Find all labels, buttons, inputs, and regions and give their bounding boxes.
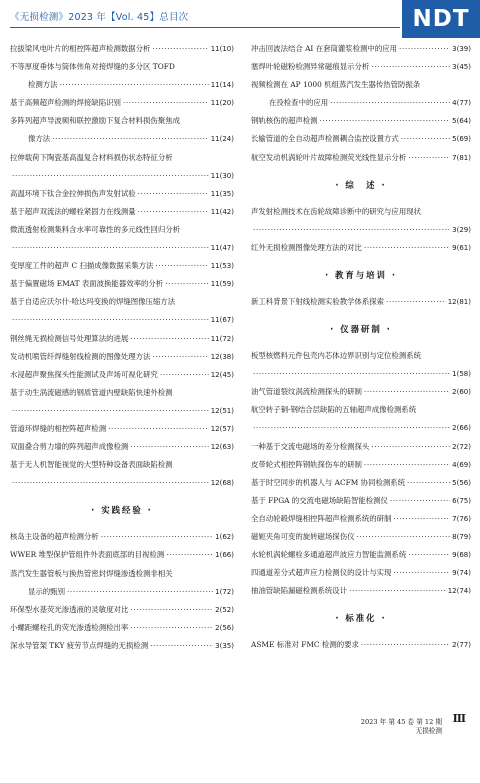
footer-journal: 无损检测 [415, 727, 442, 735]
entry-title: 深水导管架 TKY 疲劳节点焊缝的无损检测 [10, 640, 149, 650]
entry-title: 小螺距螺栓孔的荧光渗透检测检出率 [10, 622, 129, 632]
toc-entry[interactable] [251, 383, 471, 401]
entry-title: 全自动轮毂焊缝相控阵超声检测系统的研制 [251, 513, 392, 523]
leader-dots [101, 528, 213, 546]
leader-dots [364, 456, 450, 474]
toc-entry[interactable] [10, 384, 234, 420]
entry-page: 5(64) [452, 117, 471, 126]
leader-dots [408, 546, 450, 564]
entry-page: 7(81) [452, 153, 471, 162]
entry-page: 11(67) [210, 316, 234, 325]
toc-entry[interactable] [251, 528, 471, 546]
entry-title: 视频检测在 AP 1000 机组蒸汽发生器传热管防振条 [251, 80, 421, 90]
toc-entry[interactable] [10, 330, 234, 348]
entry-title: 检测方法 [28, 80, 58, 90]
toc-entry[interactable] [251, 564, 471, 582]
toc-entry[interactable] [10, 456, 234, 492]
left-column [10, 40, 234, 655]
toc-entry[interactable] [10, 438, 234, 456]
entry-page: 2(52) [215, 605, 234, 614]
leader-dots [130, 330, 208, 348]
entry-title: 微流透射检测集料含水率可靠性的多元线性回归分析 [10, 224, 180, 234]
entry-title: 水轮机涡轮螺栓多通道超声波应力智能监测系统 [251, 550, 407, 560]
leader-dots [364, 239, 450, 257]
section-heading: · 综 述 · [335, 179, 387, 190]
entry-title: 基于偏置磁场 EMAT 表面波换能器效率的分析 [10, 279, 164, 289]
entry-page: 12(57) [210, 424, 234, 433]
entry-page: 11(59) [210, 280, 234, 289]
entry-page: 11(47) [210, 244, 234, 253]
leader-dots [386, 293, 446, 311]
entry-page: 2(60) [452, 388, 471, 397]
toc-entry[interactable] [10, 546, 234, 564]
toc-entry[interactable] [10, 275, 234, 293]
toc-entry[interactable] [251, 239, 471, 257]
entry-page: 5(69) [452, 135, 471, 144]
section-heading: · 仪器研制 · [330, 324, 392, 335]
entry-title: 像方法 [28, 134, 51, 144]
leader-dots [364, 383, 450, 401]
entry-page: 12(81) [447, 297, 471, 306]
entry-page: 8(79) [452, 532, 471, 541]
entry-title: 拉拔梁风电叶片的相控阵超声检测数据分析 [10, 44, 151, 53]
entry-page: 3(45) [452, 63, 471, 72]
leader-dots [12, 474, 209, 492]
leader-dots [407, 474, 450, 492]
leader-dots [12, 402, 209, 420]
leader-dots [253, 365, 450, 383]
toc-entry[interactable] [251, 401, 471, 437]
leader-dots [155, 257, 208, 275]
toc-entry[interactable] [10, 619, 234, 637]
entry-page: 2(56) [215, 623, 234, 632]
entry-page: 9(74) [452, 569, 471, 578]
entry-title: 声发射检测技术在齿轮故障诊断中的研究与应用现状 [251, 206, 421, 216]
toc-entry[interactable] [10, 58, 234, 94]
leader-dots [361, 636, 450, 654]
entry-page: 12(38) [210, 352, 234, 361]
entry-page: 4(69) [452, 460, 471, 469]
entry-title: 板型核燃料元件包壳内芯体边界识别与定位检测系统 [251, 351, 421, 361]
entry-page: 11(24) [210, 135, 234, 144]
entry-page: 12(63) [210, 443, 234, 452]
leader-dots [253, 221, 450, 239]
toc-entry[interactable] [251, 636, 471, 654]
header-rule [10, 27, 400, 28]
toc-entry[interactable] [251, 510, 471, 528]
toc-entry[interactable] [10, 366, 234, 384]
entry-page: 11(10) [210, 45, 234, 53]
journal-logo: NDT [402, 0, 480, 38]
entry-page: 3(39) [452, 45, 471, 53]
toc-entry[interactable] [10, 185, 234, 203]
leader-dots [123, 94, 209, 112]
leader-dots [253, 419, 450, 437]
leader-dots [330, 94, 450, 112]
entry-title: 基于时空同步的机器人与 ACFM 协同检测系统 [251, 477, 406, 487]
toc-entry[interactable] [251, 456, 471, 474]
entry-page: 12(74) [447, 587, 471, 596]
leader-dots [399, 40, 450, 58]
page-number-roman: Ⅲ [452, 712, 466, 725]
toc-entry[interactable] [251, 474, 471, 492]
page-header [0, 0, 480, 40]
entry-page: 5(56) [452, 478, 471, 487]
toc-entry[interactable] [10, 112, 234, 148]
leader-dots [401, 130, 450, 148]
entry-title: 高温环境下钛合金拉伸损伤声发射试验 [10, 188, 136, 198]
toc-entry[interactable] [10, 420, 234, 438]
entry-page: 9(61) [452, 243, 471, 252]
entry-title: ASME 标准对 FMC 检测的要求 [251, 640, 359, 650]
leader-dots [371, 438, 450, 456]
toc-entry[interactable] [10, 203, 234, 221]
entry-title: 双面叠合剪力墙的阵列超声成像检测 [10, 442, 129, 452]
leader-dots [166, 546, 213, 564]
toc-entry[interactable] [10, 40, 234, 58]
entry-page: 11(42) [210, 207, 234, 216]
section-heading: · 教育与培训 · [324, 269, 398, 280]
toc-entry[interactable] [10, 637, 234, 655]
entry-page: 12(68) [210, 479, 234, 488]
entry-title: 冲击回波法结合 AI 在套筒灌浆检测中的应用 [251, 44, 397, 53]
leader-dots [138, 203, 209, 221]
leader-dots [52, 130, 209, 148]
entry-page: 3(29) [452, 225, 471, 234]
entry-page: 9(68) [452, 551, 471, 560]
section-heading: · 实践经验 · [91, 505, 153, 516]
toc-entry[interactable] [10, 293, 234, 329]
toc-entry[interactable] [10, 528, 234, 546]
toc-entry[interactable] [251, 58, 471, 76]
entry-page: 11(53) [210, 262, 234, 271]
leader-dots [130, 619, 213, 637]
toc-entry[interactable] [10, 221, 234, 257]
section-heading: · 标准化 · [335, 613, 387, 624]
entry-title: 一种基于交流电磁场的差分检测探头 [251, 441, 370, 451]
entry-title: 核岛主设备的超声检测分析 [10, 532, 99, 542]
entry-title: 航空转子铜-钢结合层缺陷的五轴超声成像检测系统 [251, 405, 417, 415]
footer-issue: 2023 年 第 45 卷 第 12 期 [360, 718, 442, 726]
entry-title: 塞焊叶轮磁粉检测异常磁痕显示分析 [251, 62, 370, 72]
leader-dots [356, 528, 450, 546]
entry-title: 发动机喷管纤焊缝射线检测的图像处理方法 [10, 351, 151, 361]
toc-entry[interactable] [251, 492, 471, 510]
entry-page: 12(45) [210, 370, 234, 379]
leader-dots [12, 167, 209, 185]
entry-page: 7(76) [452, 514, 471, 523]
leader-dots [12, 239, 209, 257]
entry-title: 红外无损检测图像处理方法的对比 [251, 242, 362, 252]
entry-page: 11(14) [210, 81, 234, 90]
entry-page: 11(20) [210, 99, 234, 108]
toc-entry[interactable] [10, 348, 234, 366]
entry-page: 11(72) [210, 334, 234, 343]
entry-title: 新工科背景下射线检测实验教学体系探索 [251, 296, 385, 306]
leader-dots [12, 311, 209, 329]
leader-dots [349, 582, 446, 600]
entry-page: 12(51) [210, 406, 234, 415]
toc-entry[interactable] [251, 76, 471, 112]
entry-page: 11(35) [210, 189, 234, 198]
toc-entry[interactable] [251, 546, 471, 564]
entry-title: 变厚度工件的超声 C 扫描成像数据采集方法 [10, 261, 154, 271]
leader-dots [67, 583, 213, 601]
leader-dots [393, 510, 450, 528]
entry-page: 2(72) [452, 442, 471, 451]
entry-page: 6(75) [452, 496, 471, 505]
entry-title: WWER 堆型保护管组件外表面底部的目视检测 [10, 550, 165, 560]
entry-title: 多阵列超声导波频和联控激励下复合材料损伤聚焦成 [10, 116, 180, 126]
leader-dots [150, 637, 213, 655]
leader-dots [152, 40, 208, 58]
toc-entry[interactable] [251, 149, 471, 167]
entry-title: 基于动生涡流磁感的钢质管道内壁缺陷快速外检测 [10, 387, 173, 397]
toc-entry[interactable] [251, 40, 471, 58]
entry-title: 基于 FPGA 的交流电磁场缺陷智能检测仪 [251, 495, 388, 505]
entry-title: 基于高频超声检测的焊接缺陷识别 [10, 98, 121, 108]
entry-page: 11(30) [210, 171, 234, 180]
right-column [251, 40, 471, 654]
leader-dots [130, 601, 213, 619]
page-footer [361, 718, 442, 736]
entry-title: 钢丝绳无损检测信号处理算法的进展 [10, 333, 129, 343]
toc-entry[interactable] [10, 257, 234, 275]
toc-entry[interactable] [10, 149, 234, 185]
leader-dots [165, 275, 209, 293]
entry-title: 蒸汽发生器管板与换热管密封焊缝渗透检测非相关 [10, 568, 173, 578]
leader-dots [408, 149, 450, 167]
entry-title: 航空发动机涡轮叶片故障检测荧光线性显示分析 [251, 152, 407, 162]
leader-dots [130, 438, 208, 456]
entry-page: 1(58) [452, 370, 471, 379]
toc-entry[interactable] [251, 347, 471, 383]
entry-page: 2(66) [452, 424, 471, 433]
toc-entry[interactable] [251, 203, 471, 239]
entry-title: 基于无人机智能视觉的大型特种设备表面缺陷检测 [10, 460, 173, 470]
entry-title: 基于超声双流法的螺栓紧固力在线测量 [10, 206, 136, 216]
entry-title: 磁轭夹角可变的旋转磁场探伤仪 [251, 531, 355, 541]
toc-entry[interactable] [10, 94, 234, 112]
entry-page: 3(35) [215, 641, 234, 650]
entry-title: 钢轨核伤的超声检测 [251, 116, 318, 126]
leader-dots [393, 564, 450, 582]
entry-title: 水浸超声聚焦探头性能测试及声场可视化研究 [10, 369, 158, 379]
leader-dots [138, 185, 209, 203]
entry-title: 不等厚度垂体与筒体伟角对接焊缝的多分区 TOFD [10, 62, 175, 72]
entry-title: 皮带轮式相控阵钢轨探伤车的研制 [251, 459, 362, 469]
leader-dots [390, 492, 450, 510]
header-title: 《无损检测》2023 年【Vol. 45】总目次 [10, 12, 189, 23]
entry-title: 显示的甄别 [28, 586, 65, 596]
toc-entry[interactable] [10, 565, 234, 601]
entry-title: 拉伸载荷下陶瓷基高温复合材料损伤状态特征分析 [10, 152, 173, 162]
leader-dots [320, 112, 451, 130]
entry-title: 环保型水基荧光渗透液的灵敏度对比 [10, 604, 129, 614]
toc-entry[interactable] [251, 582, 471, 600]
entry-page: 4(77) [452, 99, 471, 108]
toc-entry[interactable] [251, 293, 471, 311]
entry-title: 抽油管缺陷漏磁检测系统设计 [251, 586, 348, 596]
toc-entry[interactable] [10, 601, 234, 619]
toc-entry[interactable] [251, 438, 471, 456]
leader-dots [371, 58, 450, 76]
leader-dots [60, 76, 209, 94]
entry-title: 管道环焊缝的相控阵超声检测 [10, 423, 107, 433]
leader-dots [152, 348, 208, 366]
entry-title: 长输管道的全自动超声检测耦合监控设置方式 [251, 134, 399, 144]
entry-page: 1(66) [215, 551, 234, 560]
entry-title: 在役检查中的应用 [269, 98, 329, 108]
entry-page: 1(72) [215, 587, 234, 596]
entry-title: 基于自适应沃尔什-哈达玛变换的焊缝图像压缩方法 [10, 297, 176, 307]
toc-entry[interactable] [251, 112, 471, 130]
toc-entry[interactable] [251, 130, 471, 148]
entry-page: 1(62) [215, 533, 234, 542]
entry-title: 油气管道裂纹涡流检测探头的研制 [251, 387, 362, 397]
leader-dots [160, 366, 209, 384]
entry-title: 四通道差分式超声应力检测仪的设计与实现 [251, 568, 392, 578]
entry-page: 2(77) [452, 641, 471, 650]
leader-dots [108, 420, 209, 438]
